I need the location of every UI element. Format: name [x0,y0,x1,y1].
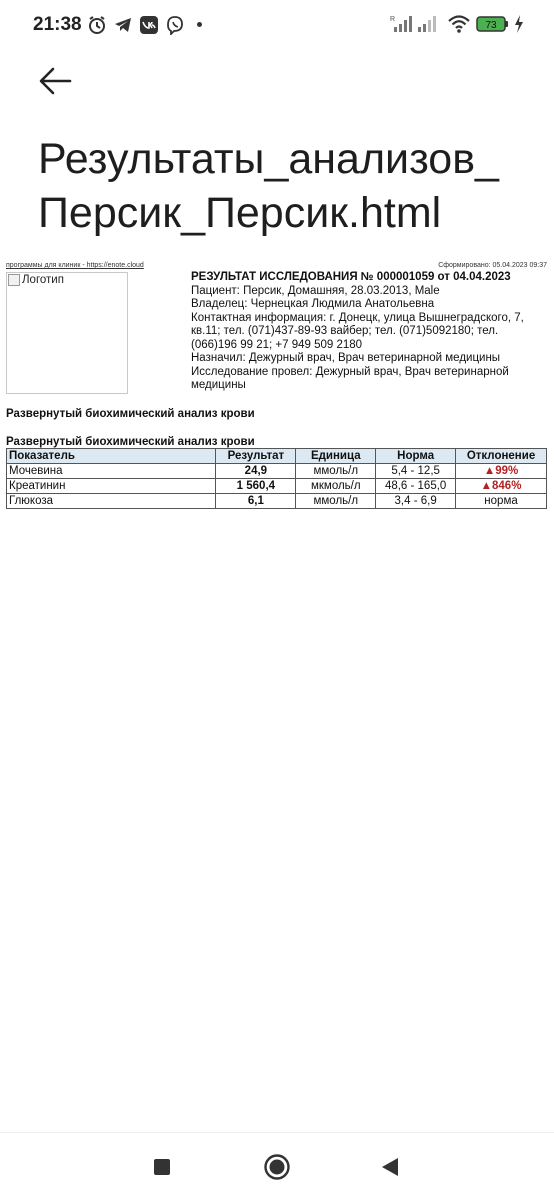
column-header: Отклонение [456,449,547,464]
notification-dot [197,22,202,27]
row-parameter: Глюкоза [7,494,216,509]
signal-icon [390,14,440,39]
row-result: 6,1 [216,494,296,509]
column-header: Норма [376,449,456,464]
back-arrow-icon[interactable] [38,66,72,96]
status-bar [0,0,554,52]
row-parameter: Мочевина [7,464,216,479]
row-unit: ммоль/л [296,494,376,509]
row-norm: 5,4 - 12,5 [376,464,456,479]
row-deviation: ▲846% [456,479,547,494]
report-info [191,271,543,393]
patient-line: Пациент: Персик, Домашняя, 28.03.2013, Male [191,284,440,297]
column-header: Единица [296,449,376,464]
system-nav-bar [0,1132,554,1200]
row-norm: 3,4 - 6,9 [376,494,456,509]
vk-icon [138,14,160,36]
svg-text:R: R [390,16,396,23]
back-triangle-icon[interactable] [376,1153,404,1181]
row-unit: мкмоль/л [296,479,376,494]
page-title: Результаты_анализов_Персик_Персик.html [38,135,499,237]
results-table [6,448,547,509]
row-norm: 48,6 - 165,0 [376,479,456,494]
table-header-row [7,449,547,464]
row-parameter: Креатинин [7,479,216,494]
logo-image [6,272,128,394]
logo-alt-text [8,274,64,286]
status-time: 21:38 [33,14,82,35]
report-title: РЕЗУЛЬТАТ ИССЛЕДОВАНИЯ № 000001059 от 04.04.2023 [191,271,511,283]
logo-alt-label: Логотип [22,274,64,286]
table-row [7,494,547,509]
column-header: Результат [216,449,296,464]
row-deviation: норма [456,494,547,509]
wifi-icon [447,14,471,39]
broken-image-icon [8,274,20,286]
charging-icon [514,14,524,39]
contact-line: Контактная информация: г. Донецк, улица Вышнеградского, 7, кв.11; тел. (071)437-89-93 вайбер; тел. (071)5092180; тел. (066)196 99 21; +7 949 509 2180 [191,311,524,351]
row-deviation: ▲99% [456,464,547,479]
row-result: 24,9 [216,464,296,479]
row-unit: ммоль/л [296,464,376,479]
home-circle-icon[interactable] [263,1153,291,1181]
performed-line: Исследование провел: Дежурный врач, Врач ветеринарной медицины [191,365,509,391]
generated-date: Сформировано: 05.04.2023 09:37 [438,262,547,269]
viber-icon [164,14,186,36]
alarm-icon [86,14,108,36]
assigned-line: Назначил: Дежурный врач, Врач ветеринарной медицины [191,352,501,364]
recents-square-icon[interactable] [148,1153,176,1181]
svg-text:73: 73 [485,20,497,31]
telegram-icon [112,14,134,36]
table-title: Развернутый биохимический анализ крови [6,436,255,448]
clinic-software-link[interactable]: программы для клиник - https://enote.cloud [6,262,144,269]
owner-line: Владелец: Чернецкая Людмила Анатольевна [191,298,435,310]
column-header: Показатель [7,449,216,464]
table-row [7,464,547,479]
row-result: 1 560,4 [216,479,296,494]
section-title: Развернутый биохимический анализ крови [6,408,255,420]
battery-icon [476,14,510,39]
table-row [7,479,547,494]
